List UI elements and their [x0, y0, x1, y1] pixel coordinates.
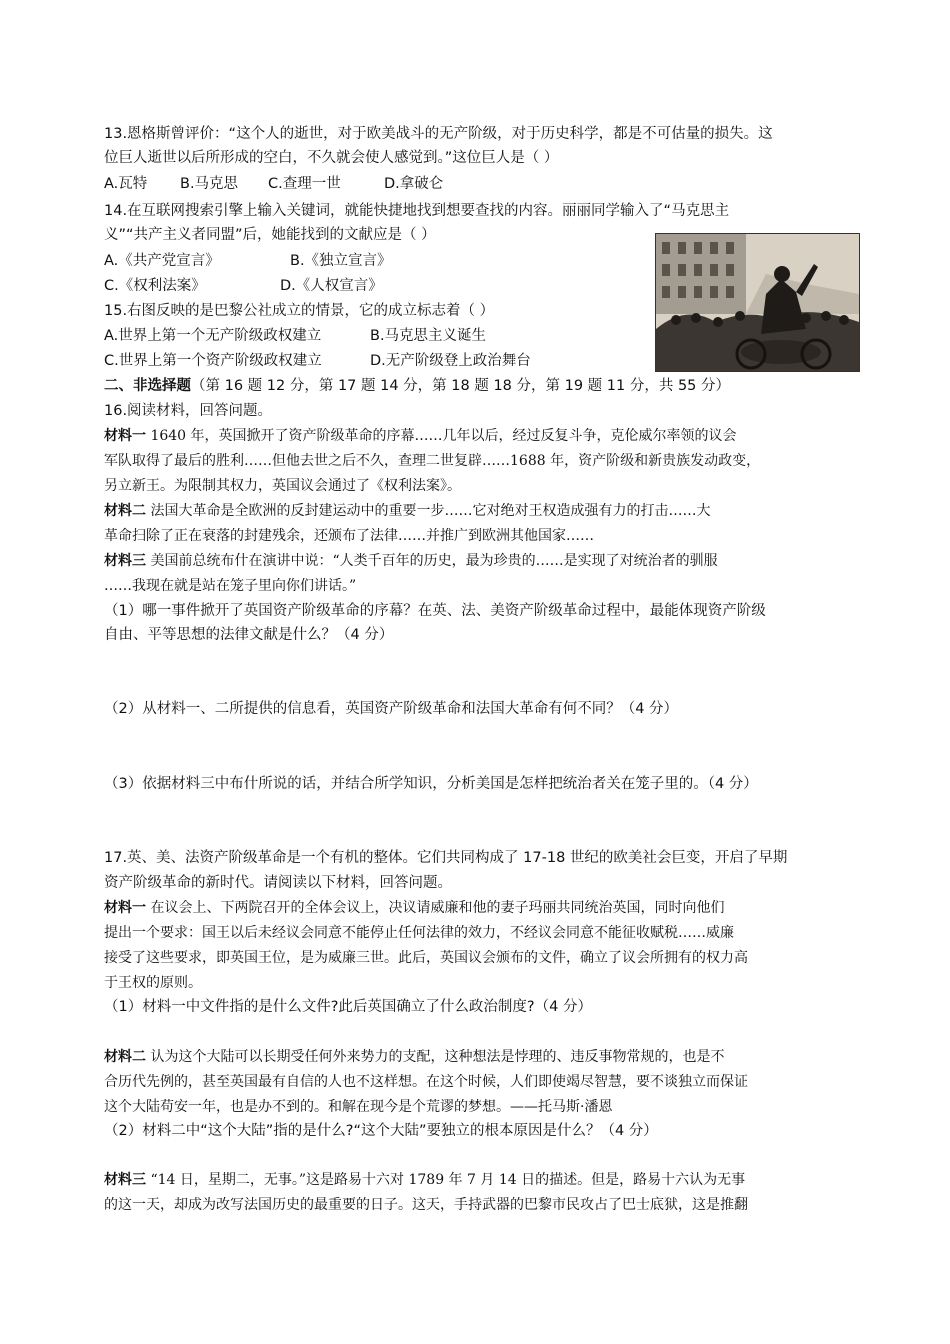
q14-option-a[interactable]: A.《共产党宣言》 [104, 253, 220, 269]
q15-option-d[interactable]: D.无产阶级登上政治舞台 [370, 353, 531, 369]
q15-option-a[interactable]: A.世界上第一个无产阶级政权建立 [104, 328, 322, 344]
q15-options-row1 [104, 325, 486, 347]
q16-question2: （2）从材料一、二所提供的信息看，英国资产阶级革命和法国大革命有何不同？（4 分） [104, 701, 679, 717]
q17-material2-line1: 材料二 认为这个大陆可以长期受任何外来势力的支配，这种想法是悖理的、违反事物常规的，也是不 [104, 1049, 725, 1065]
section2-heading [104, 375, 730, 397]
q17-material2-line2: 合历代先例的，甚至英国最有自信的人也不这样想。在这个时候，人们即使竭尽智慧，要不谈独立而保证 [104, 1074, 748, 1090]
q17-material1-line4: 于王权的原则。 [104, 975, 202, 991]
q16-material3-line1: 材料三 美国前总统布什在演讲中说：“人类千百年的历史，最为珍贵的……是实现了对统治者的驯服 [104, 553, 718, 569]
q16-material1-line1: 材料一 1640 年，英国掀开了资产阶级革命的序幕……几年以后，经过反复斗争，克伦威尔率领的议会 [104, 428, 737, 444]
q13-stem-line2: 位巨人逝世以后所形成的空白，不久就会使人感觉到。”这位巨人是（ ） [104, 150, 559, 166]
q13-option-d[interactable]: D.拿破仑 [384, 176, 444, 192]
q17-material2-line3: 这个大陆苟安一年，也是办不到的。和解在现今是个荒谬的梦想。——托马斯·潘恩 [104, 1099, 613, 1115]
q16-material1-label: 材料一 [104, 428, 146, 444]
q16-intro: 16.阅读材料，回答问题。 [104, 403, 273, 419]
q16-question3: （3）依据材料三中布什所说的话，并结合所学知识，分析美国是怎样把统治者关在笼子里的。（4 分） [104, 776, 758, 792]
q13-option-a[interactable]: A.瓦特 [104, 176, 148, 192]
q16-material3-line2: ……我现在就是站在笼子里向你们讲话。” [104, 578, 357, 594]
q16-material3-label: 材料三 [104, 553, 146, 569]
q13-option-c[interactable]: C.查理一世 [268, 176, 341, 192]
q15-options-row2 [104, 350, 531, 372]
q13-option-b[interactable]: B.马克思 [180, 176, 239, 192]
q14-stem-line1: 14.在互联网搜索引擎上输入关键词，就能快捷地找到想要查找的内容。丽丽同学输入了“马克思主 [104, 203, 730, 219]
q14-option-c[interactable]: C.《权利法案》 [104, 278, 206, 294]
q17-material3-line2: 的这一天，却成为改写法国历史的最重要的日子。这天，手持武器的巴黎市民攻占了巴士底狱，这是推翻 [104, 1197, 748, 1213]
q17-material1-label: 材料一 [104, 900, 146, 916]
q15-option-b[interactable]: B.马克思主义诞生 [370, 328, 487, 344]
q17-question2: （2）材料二中“这个大陆”指的是什么?“这个大陆”要独立的根本原因是什么？（4 分） [104, 1123, 658, 1139]
q15-option-c[interactable]: C.世界上第一个资产阶级政权建立 [104, 353, 322, 369]
q17-material3-label: 材料三 [104, 1172, 146, 1188]
q17-material1-line2: 提出一个要求：国王以后未经议会同意不能停止任何法律的效力，不经议会同意不能征收赋税……威廉 [104, 925, 734, 941]
q14-options-row1 [104, 250, 392, 272]
q16-material2-line2: 革命扫除了正在衰落的封建残余，还颁布了法律……并推广到欧洲其他国家…… [104, 528, 594, 544]
q17-material1-line1: 材料一 在议会上、下两院召开的全体会议上，决议请威廉和他的妻子玛丽共同统治英国，同时向他们 [104, 900, 725, 916]
q17-material1-line3: 接受了这些要求，即英国王位，是为威廉三世。此后，英国议会颁布的文件，确立了议会所拥有的权力高 [104, 950, 748, 966]
q14-option-d[interactable]: D.《人权宣言》 [280, 278, 383, 294]
paris-commune-photo [655, 233, 860, 372]
q17-intro-line2: 资产阶级革命的新时代。请阅读以下材料，回答问题。 [104, 875, 452, 891]
q16-question1-line1: （1）哪一事件掀开了英国资产阶级革命的序幕？在英、法、美资产阶级革命过程中，最能体现资产阶级 [104, 603, 766, 619]
q14-options-row2 [104, 275, 383, 297]
q16-material1-line3: 另立新王。为限制其权力，英国议会通过了《权利法案》。 [104, 478, 461, 494]
q14-stem-line2: 义”“共产主义者同盟”后，她能找到的文献应是（ ） [104, 227, 436, 243]
q13-options [104, 173, 443, 195]
q17-intro-line1: 17.英、美、法资产阶级革命是一个有机的整体。它们共同构成了 17-18 世纪的欧美社会巨变，开启了早期 [104, 850, 788, 866]
q16-question1-line2: 自由、平等思想的法律文献是什么？（4 分） [104, 627, 394, 643]
q16-material2-label: 材料二 [104, 503, 146, 519]
section2-note: （第 16 题 12 分，第 17 题 14 分，第 18 题 18 分，第 19 题 11 分，共 55 分） [191, 378, 731, 394]
q17-material2-label: 材料二 [104, 1049, 146, 1065]
section2-title: 二、非选择题 [104, 378, 191, 394]
q16-material2-line1: 材料二 法国大革命是全欧洲的反封建运动中的重要一步……它对绝对王权造成强有力的打击……大 [104, 503, 711, 519]
q16-material1-line2: 军队取得了最后的胜利……但他去世之后不久，查理二世复辟……1688 年，资产阶级和新贵族发动政变， [104, 453, 761, 469]
q14-option-b[interactable]: B.《独立宣言》 [290, 253, 392, 269]
q17-material3-line1: 材料三 “14 日，星期二，无事。”这是路易十六对 1789 年 7 月 14 日的描述。但是，路易十六认为无事 [104, 1172, 746, 1188]
q13-stem-line1: 13.恩格斯曾评价：“这个人的逝世，对于欧美战斗的无产阶级，对于历史科学，都是不可估量的损失。这 [104, 126, 773, 142]
q17-question1: （1）材料一中文件指的是什么文件?此后英国确立了什么政治制度?（4 分） [104, 999, 592, 1015]
q15-stem: 15.右图反映的是巴黎公社成立的情景，它的成立标志着（ ） [104, 303, 495, 319]
paris-commune-illustration [656, 234, 859, 371]
